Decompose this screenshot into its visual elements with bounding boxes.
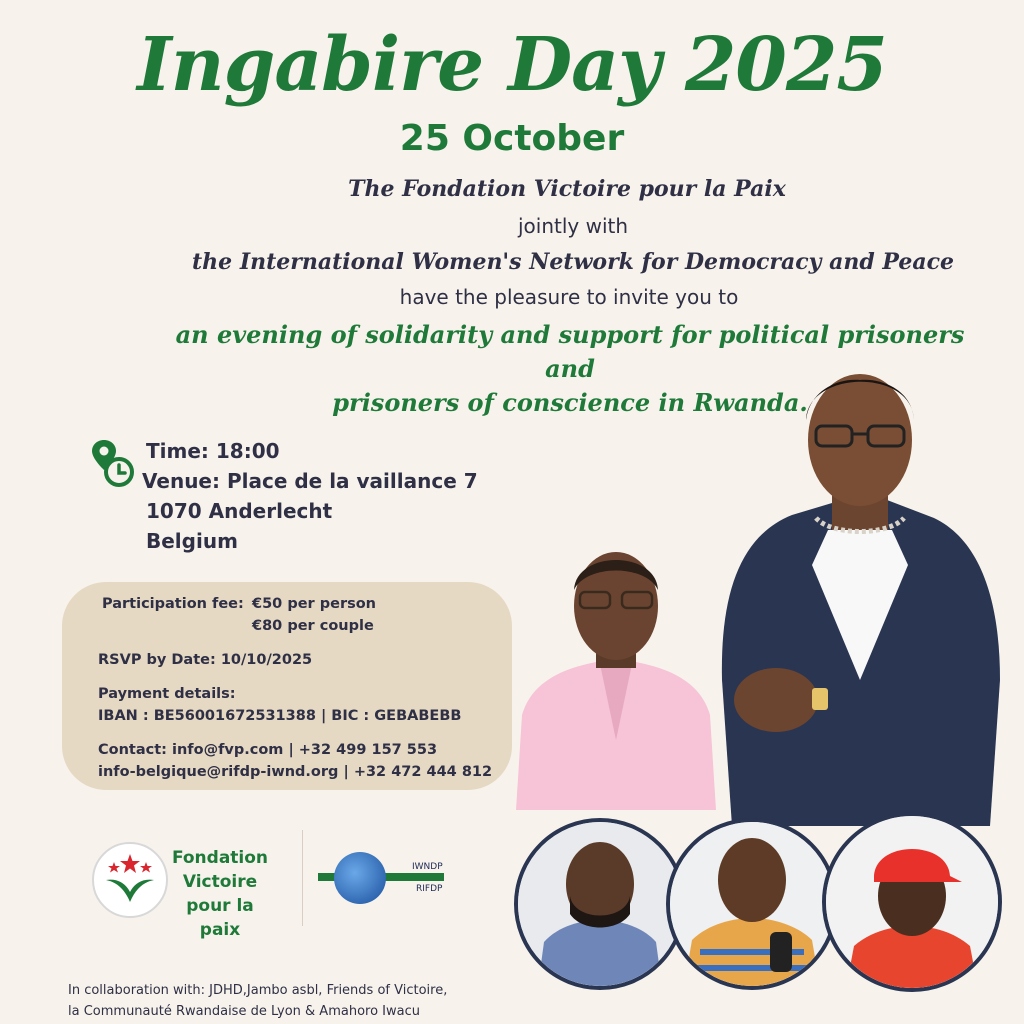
collaboration-text <box>68 980 447 1022</box>
event-address-country: Belgium <box>146 529 238 553</box>
event-date: 25 October <box>399 118 625 159</box>
location-clock-icon <box>92 438 136 488</box>
collaboration-line2: la Communauté Rwandaise de Lyon & Amahoro Iwacu <box>68 1004 420 1019</box>
event-description-line2: prisoners of conscience in Rwanda. <box>332 388 808 417</box>
speaker-portrait-2 <box>670 822 834 986</box>
invitation-text: have the pleasure to invite you to <box>399 285 739 309</box>
fee-person: €50 per person <box>252 596 377 612</box>
speaker-photo-second <box>516 540 716 810</box>
collaboration-line1: In collaboration with: JDHD,Jambo asbl, Friends of Victoire, <box>68 983 448 998</box>
fvp-logo-line3: pour la paix <box>186 896 254 940</box>
host-organization: The Fondation Victoire pour la Paix <box>348 176 786 202</box>
event-details <box>142 436 478 556</box>
fee-label: Participation fee: <box>102 596 244 612</box>
speaker-circle-1 <box>514 818 686 990</box>
globe-icon <box>334 852 386 904</box>
contact-line1: Contact: info@fvp.com | +32 499 157 553 <box>98 742 438 758</box>
iwndp-logo-label: IWNDP <box>412 862 443 872</box>
rsvp-date: RSVP by Date: 10/10/2025 <box>98 652 313 668</box>
logo-divider <box>302 830 303 926</box>
payment-iban: IBAN : BE56001672531388 | BIC : GEBABEBB <box>98 708 462 724</box>
speaker-portrait-3 <box>826 816 998 988</box>
fee-info-box <box>62 582 512 790</box>
fvp-logo-line1: Fondation <box>171 848 269 868</box>
event-time: Time: 18:00 <box>146 439 280 463</box>
event-description-line1: an evening of solidarity and support for political prisoners and <box>175 320 965 383</box>
fvp-logo-line2: Victoire <box>182 872 258 892</box>
fvp-logo-text <box>170 846 270 942</box>
rifdp-logo-label: RIFDP <box>416 884 443 894</box>
event-address-city: 1070 Anderlecht <box>146 499 333 523</box>
speaker-portrait-1 <box>518 822 682 986</box>
jointly-text: jointly with <box>517 214 629 238</box>
partner-organization: the International Women's Network for Democracy and Peace <box>192 249 954 275</box>
contact-line2: info-belgique@rifdp-iwnd.org | +32 472 444 812 <box>98 764 493 780</box>
event-venue: Venue: Place de la vaillance 7 <box>142 469 478 493</box>
speaker-circle-3 <box>822 812 1002 992</box>
fee-couple: €80 per couple <box>252 618 374 634</box>
speaker-circle-2 <box>666 818 838 990</box>
fvp-logo <box>92 842 168 918</box>
event-title: Ingabire Day 2025 <box>137 22 887 108</box>
payment-label: Payment details: <box>98 686 236 702</box>
speaker-photo-main <box>712 350 1008 826</box>
